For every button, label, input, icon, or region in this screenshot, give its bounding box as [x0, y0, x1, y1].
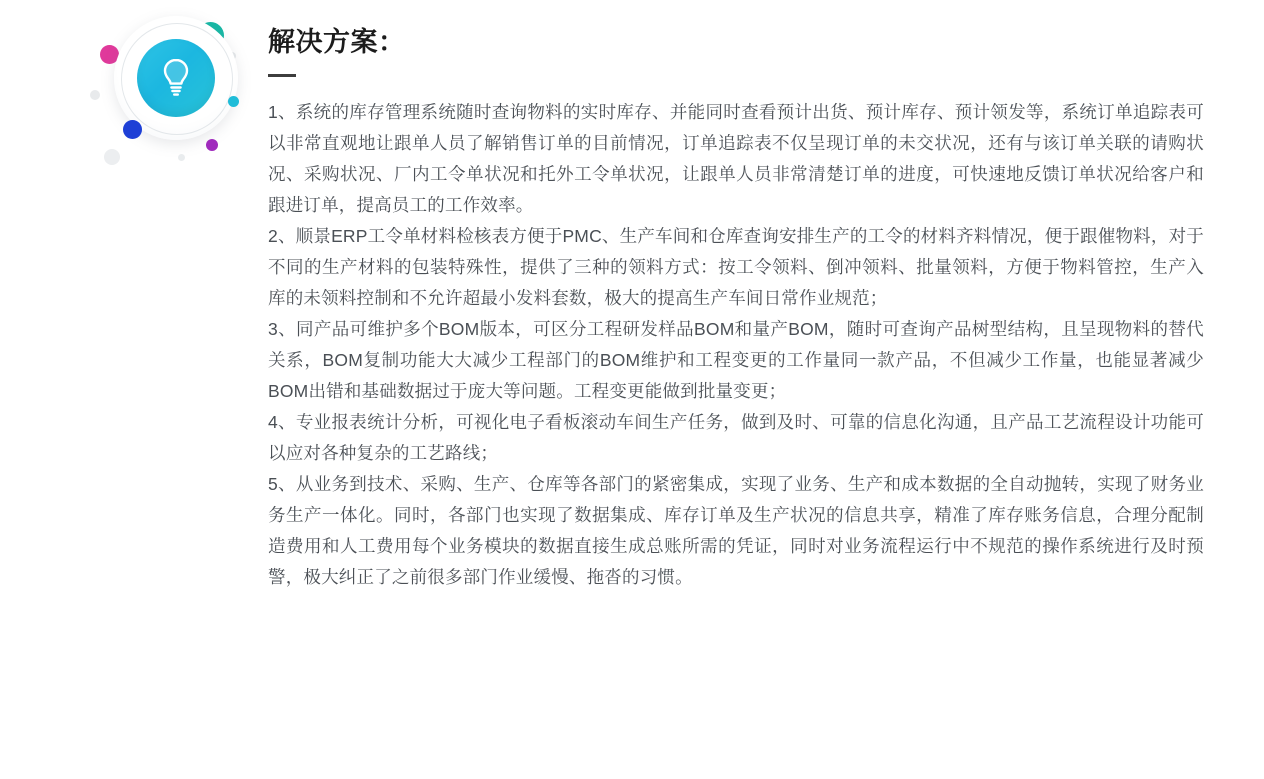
lightbulb-idea-illustration — [82, 8, 252, 158]
paragraph-item: 2、顺景ERP工令单材料检核表方便于PMC、生产车间和仓库查询安排生产的工令的材料齐料情况，便于跟催物料，对于不同的生产材料的包装特殊性，提供了三种的领料方式：按工令领料、倒冲领料、批量领料，方便于物料管控，生产入库的未领料控制和不允许超最小发料套数，极大的提高生产车间日常作业规范； — [268, 226, 1204, 309]
cyan-dot-decoration — [228, 96, 239, 107]
paragraph-item: 3、同产品可维护多个BOM版本，可区分工程研发样品BOM和量产BOM，随时可查询产品树型结构，且呈现物料的替代关系，BOM复制功能大大减少工程部门的BOM维护和工程变更的工作量同一款产品，不但减少工作量，也能显著减少BOM出错和基础数据过于庞大等问题。工程变更能做到批量变更； — [268, 319, 1204, 402]
grey-dot-decoration — [104, 149, 120, 165]
grey-dot-decoration — [90, 90, 100, 100]
paragraph-item: 5、从业务到技术、采购、生产、仓库等各部门的紧密集成，实现了业务、生产和成本数据的全自动抛转，实现了财务业务生产一体化。同时，各部门也实现了数据集成、库存订单及生产状况的信息共享，精准了库存账务信息，合理分配制造费用和人工费用每个业务模块的数据直接生成总账所需的凭证，同时对业务流程运行中不规范的操作系统进行及时预警，极大纠正了之前很多部门作业缓慢、拖沓的习惯。 — [268, 474, 1204, 588]
title-underline-divider — [268, 74, 296, 77]
grey-dot-decoration — [178, 154, 185, 161]
violet-dot-decoration — [206, 139, 218, 151]
paragraph-item: 4、专业报表统计分析，可视化电子看板滚动车间生产任务，做到及时、可靠的信息化沟通，且产品工艺流程设计功能可以应对各种复杂的工艺路线； — [268, 412, 1204, 464]
bulb-badge — [137, 39, 215, 117]
lightbulb-icon — [159, 57, 193, 99]
page-title: 解决方案： — [268, 27, 406, 57]
paragraph-item: 1、系统的库存管理系统随时查询物料的实时库存、并能同时查看预计出货、预计库存、预计领发等，系统订单追踪表可以非常直观地让跟单人员了解销售订单的目前情况，订单追踪表不仅呈现订单的未交状况，还有与该订单关联的请购状况、采购状况、厂内工令单状况和托外工令单状况，让跟单人员非常清楚订单的进度，可快速地反馈订单状况给客户和跟进订单，提高员工的工作效率。 — [268, 102, 1204, 216]
content-column — [268, 26, 1204, 593]
blue-dot-decoration — [123, 120, 142, 139]
